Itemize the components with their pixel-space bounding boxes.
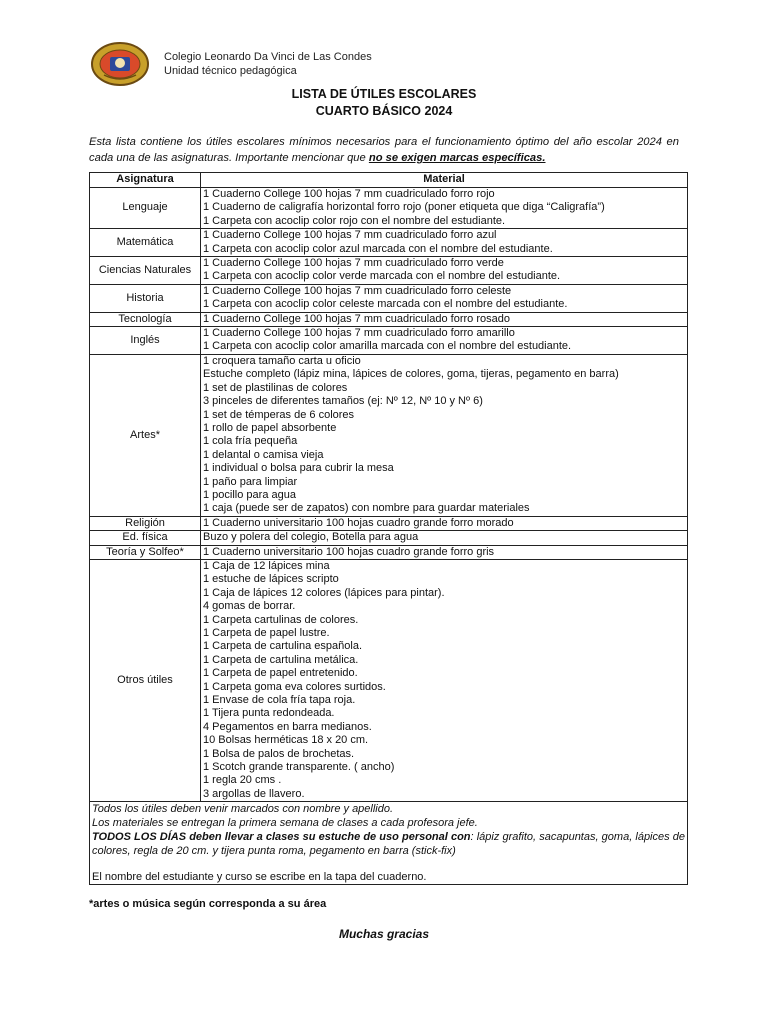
material-item: 1 caja (puede ser de zapatos) con nombre para guardar materiales xyxy=(203,502,530,515)
table-row xyxy=(90,531,688,545)
footnote: *artes o música según corresponda a su área xyxy=(89,898,327,910)
closing-thanks: Muchas gracias xyxy=(338,927,430,941)
material-item: 1 Carpeta con acoclip color azul marcada con el nombre del estudiante. xyxy=(203,242,553,255)
note-bold-part: TODOS LOS DÍAS deben llevar a clases su estuche de uso personal con xyxy=(92,831,471,844)
material-item: 1 Cuaderno College 100 hojas 7 mm cuadriculado forro rojo xyxy=(203,188,495,200)
material-item: 1 Caja de 12 lápices mina xyxy=(203,559,330,572)
material-item: 1 Carpeta con acoclip color verde marcada con el nombre del estudiante. xyxy=(203,270,561,283)
table-row xyxy=(90,354,688,516)
material-cell xyxy=(201,545,688,559)
table-row xyxy=(90,188,688,229)
subject-column-header: Asignatura xyxy=(90,173,201,188)
material-item: 1 Caja de lápices 12 colores (lápices para pintar). xyxy=(203,586,445,599)
material-item: 1 individual o bolsa para cubrir la mesa xyxy=(203,462,394,475)
material-item: 1 Cuaderno de caligrafía horizontal forro rojo (poner etiqueta que diga “Caligrafía”) xyxy=(203,201,605,214)
material-item: 10 Bolsas herméticas 18 x 20 cm. xyxy=(203,734,369,747)
material-cell xyxy=(201,327,688,355)
material-item: 1 Carpeta de papel entretenido. xyxy=(203,667,358,680)
material-item: 1 Carpeta de papel lustre. xyxy=(203,627,330,639)
school-crest-logo xyxy=(90,41,150,87)
material-item: 1 set de témperas de 6 colores xyxy=(203,408,355,421)
material-item: 1 Carpeta de cartulina metálica. xyxy=(203,653,359,666)
material-item: 1 Carpeta cartulinas de colores. xyxy=(203,613,359,626)
material-item: 3 pinceles de diferentes tamaños (ej: Nº 12, Nº 10 y Nº 6) xyxy=(203,395,483,408)
table-header-row xyxy=(90,173,688,188)
table-row xyxy=(90,327,688,355)
notes-row xyxy=(90,802,688,885)
material-item: 3 argollas de llavero. xyxy=(203,787,305,800)
material-item: 1 Cuaderno College 100 hojas 7 mm cuadriculado forro celeste xyxy=(203,284,512,297)
subject-cell: Ciencias Naturales xyxy=(90,257,201,285)
material-item: 1 Carpeta de cartulina española. xyxy=(203,640,362,653)
table-body xyxy=(90,188,688,802)
intro-paragraph xyxy=(89,134,679,166)
material-item: 1 regla 20 cms . xyxy=(203,774,282,787)
material-item: 1 croquera tamaño carta u oficio xyxy=(203,354,361,367)
material-cell xyxy=(201,531,688,545)
material-item: 1 Bolsa de palos de brochetas. xyxy=(203,747,355,760)
material-item: Buzo y polera del colegio, Botella para agua xyxy=(203,531,419,544)
table-row xyxy=(90,284,688,312)
material-item: 1 delantal o camisa vieja xyxy=(203,448,324,461)
material-item: 1 set de plastilinas de colores xyxy=(203,381,348,394)
table-row xyxy=(90,545,688,559)
title-line-2: CUARTO BÁSICO 2024 xyxy=(315,104,453,118)
subject-cell: Religión xyxy=(90,516,201,530)
table-row xyxy=(90,257,688,285)
table-row xyxy=(90,516,688,530)
material-item: 1 Carpeta goma eva colores surtidos. xyxy=(203,680,386,693)
note-line: Todos los útiles deben venir marcados con nombre y apellido. xyxy=(92,803,394,816)
school-name: Colegio Leonardo Da Vinci de Las Condes xyxy=(164,51,372,63)
subject-cell: Matemática xyxy=(90,229,201,257)
subject-cell: Otros útiles xyxy=(90,559,201,801)
document-title xyxy=(0,86,768,120)
material-item: 1 Tijera punta redondeada. xyxy=(203,707,335,720)
subject-cell: Teoría y Solfeo* xyxy=(90,545,201,559)
material-item: 4 Pegamentos en barra medianos. xyxy=(203,720,372,733)
subject-cell: Lenguaje xyxy=(90,188,201,229)
table-row xyxy=(90,229,688,257)
subject-cell: Historia xyxy=(90,284,201,312)
material-cell xyxy=(201,229,688,257)
material-cell xyxy=(201,516,688,530)
material-item: 1 Cuaderno College 100 hojas 7 mm cuadriculado forro amarillo xyxy=(203,327,515,340)
material-cell xyxy=(201,257,688,285)
material-item: 1 Cuaderno College 100 hojas 7 mm cuadriculado forro azul xyxy=(203,229,497,242)
table-row xyxy=(90,559,688,801)
material-cell xyxy=(201,354,688,516)
material-item: 1 Scotch grande transparente. ( ancho) xyxy=(203,761,395,774)
material-item: 1 cola fría pequeña xyxy=(203,435,298,448)
note-line: Los materiales se entregan la primera semana de clases a cada profesora jefe. xyxy=(92,817,478,830)
material-item: 1 paño para limpiar xyxy=(203,475,298,488)
material-item: 1 estuche de lápices scripto xyxy=(203,573,339,586)
intro-text: Esta lista contiene los útiles escolares mínimos necesarios para el funcionamiento óptimo del año escolar 2024 en cada una de las asignaturas. Importante mencionar que xyxy=(89,136,679,164)
material-item: Estuche completo (lápiz mina, lápices de colores, goma, tijeras, pegamento en barra) xyxy=(203,368,619,381)
subject-cell: Ed. física xyxy=(90,531,201,545)
subject-cell: Inglés xyxy=(90,327,201,355)
notes-cell xyxy=(90,802,688,885)
supplies-table xyxy=(89,172,688,885)
subject-cell: Artes* xyxy=(90,354,201,516)
material-item: 1 Cuaderno universitario 100 hojas cuadro grande forro morado xyxy=(203,516,514,529)
material-item: 1 Carpeta con acoclip color celeste marcada con el nombre del estudiante. xyxy=(203,298,568,311)
material-cell xyxy=(201,284,688,312)
subject-cell: Tecnología xyxy=(90,312,201,326)
school-unit: Unidad técnico pedagógica xyxy=(164,65,297,77)
school-info xyxy=(164,50,372,78)
material-item: 1 rollo de papel absorbente xyxy=(203,421,337,434)
material-item: 1 pocillo para agua xyxy=(203,488,296,501)
letterhead xyxy=(90,40,372,88)
material-item: 1 Cuaderno College 100 hojas 7 mm cuadriculado forro rosado xyxy=(203,312,510,325)
title-line-1: LISTA DE ÚTILES ESCOLARES xyxy=(291,87,477,101)
intro-emphasis: no se exigen marcas específicas. xyxy=(368,152,546,164)
material-item: 1 Envase de cola fría tapa roja. xyxy=(203,694,356,707)
material-cell xyxy=(201,559,688,801)
material-cell xyxy=(201,188,688,229)
table-row xyxy=(90,312,688,326)
material-cell xyxy=(201,312,688,326)
material-column-header: Material xyxy=(201,173,688,188)
material-item: 1 Cuaderno College 100 hojas 7 mm cuadriculado forro verde xyxy=(203,257,504,270)
material-item: 1 Carpeta con acoclip color rojo con el nombre del estudiante. xyxy=(203,214,506,227)
spacer xyxy=(92,858,685,870)
material-item: 4 gomas de borrar. xyxy=(203,600,296,613)
note-line: El nombre del estudiante y curso se escribe en la tapa del cuaderno. xyxy=(92,871,427,884)
material-item: 1 Cuaderno universitario 100 hojas cuadro grande forro gris xyxy=(203,545,495,558)
note-daily-kit xyxy=(92,830,685,858)
material-item: 1 Carpeta con acoclip color amarilla marcada con el nombre del estudiante. xyxy=(203,340,572,353)
note-rest-part: : lápiz grafito, sacapuntas, goma, lápices de colores, regla de 20 cm. y tijera punta roma, pegamento en barra (stick-fix) xyxy=(92,831,685,858)
